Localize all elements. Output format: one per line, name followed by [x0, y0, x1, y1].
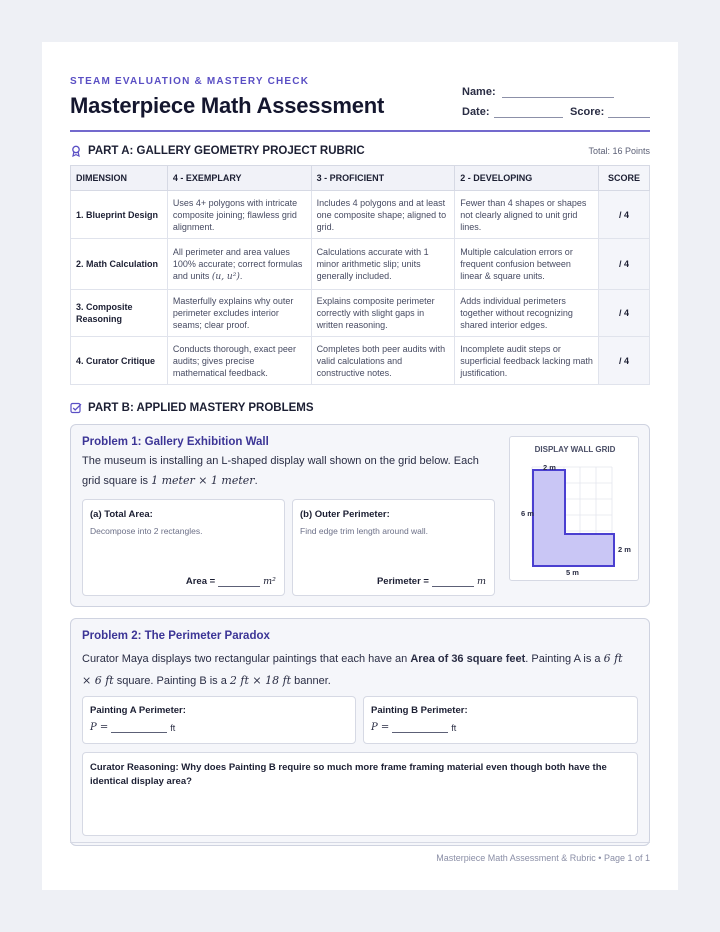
part-b-heading — [70, 399, 650, 417]
date-label: Date: — [462, 106, 490, 118]
area-answer-box[interactable] — [82, 499, 285, 596]
perimeter-unit: m — [476, 576, 486, 587]
checkbox-icon — [70, 402, 82, 414]
perimeter-answer-label: Perimeter = — [376, 576, 429, 587]
display-wall-grid-panel — [509, 436, 639, 581]
developing-cell: Incomplete audit steps or superficial feedback lacking math justification. — [455, 337, 599, 385]
painting-a-box[interactable] — [82, 696, 356, 744]
col-header-exemplary: 4 - EXEMPLARY — [167, 166, 311, 191]
painting-a-expr: P = — [90, 722, 109, 733]
proficient-cell: Explains composite perimeter correctly with slight gaps in written reasoning. — [311, 290, 455, 337]
date-score-row — [462, 100, 650, 118]
curator-reasoning-prompt: Curator Reasoning: Why does Painting B require so much more frame framing material even though both have the identical display area? — [90, 762, 607, 787]
area-answer-label: Area = — [185, 576, 216, 587]
name-field[interactable] — [502, 90, 614, 98]
painting-b-label: Painting B Perimeter: — [371, 705, 468, 716]
l-shaped-wall — [533, 470, 614, 566]
score-field[interactable] — [608, 110, 650, 118]
painting-b-blank[interactable] — [392, 724, 448, 733]
score-cell[interactable]: / 4 — [598, 191, 649, 239]
curator-reasoning-box[interactable] — [82, 752, 638, 836]
painting-b-answer-line — [371, 722, 456, 733]
painting-b-dims: 2 ft × 18 ft — [229, 674, 292, 687]
score-label: Score: — [570, 106, 605, 118]
problem-1-line2 — [82, 471, 502, 491]
painting-a-label: Painting A Perimeter: — [90, 705, 186, 716]
problem-2-title: Problem 2: The Perimeter Paradox — [82, 630, 270, 642]
proficient-cell: Includes 4 polygons and at least one composite shape; aligned to grid. — [311, 191, 455, 239]
date-field[interactable] — [494, 110, 564, 118]
problem-1-text — [82, 452, 502, 491]
name-row — [462, 80, 650, 98]
grid-left-label: 6 m — [521, 509, 534, 518]
problem-2-card — [70, 618, 650, 846]
grid-title: DISPLAY WALL GRID — [534, 445, 616, 454]
proficient-cell: Completes both peer audits with valid calculations and constructive notes. — [311, 337, 455, 385]
grid-bottom-label: 5 m — [566, 568, 579, 577]
rubric-row — [71, 290, 650, 337]
problem-1-line2-text: grid square is — [82, 475, 152, 487]
problem-1-line1: The museum is installing an L-shaped display wall shown on the grid below. Each — [82, 455, 479, 467]
developing-cell: Multiple calculation errors or frequent confusion between linear & square units. — [455, 239, 599, 290]
total-points: Total: 16 Points — [588, 146, 650, 156]
area-blank[interactable] — [218, 578, 260, 587]
painting-a-blank[interactable] — [111, 724, 167, 733]
rubric-row — [71, 239, 650, 290]
problem-2-line1 — [82, 648, 642, 670]
award-icon — [70, 145, 82, 157]
area-unit: m² — [263, 576, 276, 587]
area-hint: Decompose into 2 rectangles. — [90, 526, 203, 536]
problem-1-title: Problem 1: Gallery Exhibition Wall — [82, 436, 269, 448]
painting-b-box[interactable] — [363, 696, 638, 744]
problem-2-end: banner. — [291, 675, 331, 687]
exemplary-cell — [167, 239, 311, 290]
developing-cell: Adds individual perimeters together without recognizing shared interior edges. — [455, 290, 599, 337]
exemplary-text: All perimeter and area values 100% accurate; correct formulas and units — [172, 246, 303, 281]
dimension-cell: 1. Blueprint Design — [71, 191, 168, 239]
perimeter-label: (b) Outer Perimeter: — [300, 509, 390, 520]
exemplary-period: . — [239, 270, 243, 281]
name-label: Name: — [462, 86, 496, 98]
score-cell[interactable]: / 4 — [598, 337, 649, 385]
proficient-cell: Calculations accurate with 1 minor arithmetic slip; units generally included. — [311, 239, 455, 290]
part-a-heading — [70, 142, 650, 160]
grid-right-label: 2 m — [618, 545, 631, 554]
perimeter-blank[interactable] — [432, 578, 474, 587]
problem-1-card — [70, 424, 650, 607]
col-header-score: SCORE — [598, 166, 649, 191]
col-header-developing: 2 - DEVELOPING — [455, 166, 599, 191]
col-header-dimension: DIMENSION — [71, 166, 168, 191]
area-answer-line — [186, 576, 276, 587]
developing-cell: Fewer than 4 shapes or shapes not clearly aligned to unit grid lines. — [455, 191, 599, 239]
rubric-row — [71, 337, 650, 385]
part-a-title: PART A: GALLERY GEOMETRY PROJECT RUBRIC — [88, 145, 365, 157]
exemplary-cell: Conducts thorough, exact peer audits; gives precise mathematical feedback. — [167, 337, 311, 385]
painting-a-width: 6 ft — [603, 652, 623, 665]
painting-a-unit: ft — [170, 723, 176, 733]
page-title: Masterpiece Math Assessment — [70, 93, 385, 118]
score-cell[interactable]: / 4 — [598, 290, 649, 337]
worksheet-page — [42, 42, 678, 890]
problem-1-period: . — [254, 475, 258, 487]
perimeter-answer-box[interactable] — [292, 499, 495, 596]
part-b-title: PART B: APPLIED MASTERY PROBLEMS — [88, 402, 314, 414]
dimension-cell: 2. Math Calculation — [71, 239, 168, 290]
rubric-row — [71, 191, 650, 239]
problem-2-mid2: square. Painting B is a — [113, 675, 230, 687]
units-math: (u, u²) — [211, 271, 240, 282]
rubric-table — [70, 165, 650, 385]
area-label: (a) Total Area: — [90, 509, 153, 520]
dimension-cell: 3. Composite Reasoning — [71, 290, 168, 337]
rubric-header-row — [71, 166, 650, 191]
grid-top-label: 2 m — [543, 463, 556, 472]
student-info — [462, 80, 650, 118]
painting-b-unit: ft — [451, 723, 457, 733]
page-footer: Masterpiece Math Assessment & Rubric • Page 1 of 1 — [70, 842, 650, 863]
perimeter-answer-line — [377, 576, 486, 587]
problem-2-text — [82, 648, 642, 692]
area-emphasis: Area of 36 square feet — [410, 653, 526, 665]
problem-2-intro: Curator Maya displays two rectangular paintings that each have an — [82, 653, 411, 665]
header — [70, 76, 650, 122]
header-rule — [70, 130, 650, 132]
painting-a-answer-line — [90, 722, 175, 733]
col-header-proficient: 3 - PROFICIENT — [311, 166, 455, 191]
perimeter-hint: Find edge trim length around wall. — [300, 526, 429, 536]
kicker-label: STEAM EVALUATION & MASTERY CHECK — [70, 76, 310, 87]
painting-b-expr: P = — [371, 722, 390, 733]
problem-2-mid: . Painting A is a — [525, 653, 604, 665]
worksheet-content — [70, 76, 650, 846]
score-cell[interactable]: / 4 — [598, 239, 649, 290]
exemplary-cell: Masterfully explains why outer perimeter excludes interior seams; clear proof. — [167, 290, 311, 337]
dimension-cell: 4. Curator Critique — [71, 337, 168, 385]
grid-unit-math: 1 meter × 1 meter — [151, 474, 255, 487]
exemplary-cell: Uses 4+ polygons with intricate composite joining; flawless grid alignment. — [167, 191, 311, 239]
problem-2-line2 — [82, 670, 642, 692]
painting-a-height: × 6 ft — [82, 674, 114, 687]
